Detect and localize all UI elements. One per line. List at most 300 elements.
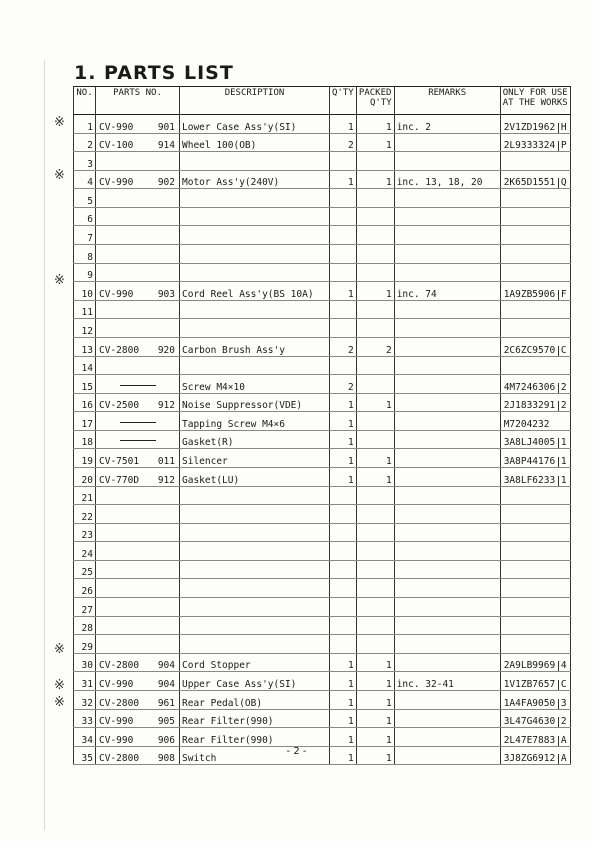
table-row [74, 245, 571, 264]
row-number: 26 [74, 579, 96, 598]
row-remarks [394, 560, 500, 579]
row-works-code [500, 690, 570, 709]
row-packed-qty [356, 579, 394, 598]
row-parts-no [96, 226, 180, 245]
row-remarks [394, 356, 500, 375]
row-works-code [500, 356, 570, 375]
row-qty: 1 [330, 653, 357, 672]
row-parts-no [96, 263, 180, 282]
parts-no-group [98, 141, 177, 151]
row-qty: 1 [330, 467, 357, 486]
row-qty [330, 542, 357, 561]
row-parts-no [96, 152, 180, 171]
table-row [74, 690, 571, 709]
row-description: Wheel 100(OB) [180, 133, 330, 152]
row-parts-no [96, 709, 180, 728]
row-remarks [394, 728, 500, 747]
works-code-group [503, 357, 568, 375]
row-parts-no [96, 282, 180, 301]
row-packed-qty [356, 542, 394, 561]
parts-no-group [98, 401, 177, 411]
row-qty: 2 [330, 375, 357, 394]
row-number: 31 [74, 672, 96, 691]
row-qty: 1 [330, 449, 357, 468]
header-packed-qty [356, 87, 394, 115]
row-works-code [500, 449, 570, 468]
row-number: 33 [74, 709, 96, 728]
row-description [180, 542, 330, 561]
parts-code: 904 [157, 660, 175, 672]
works-code-group [503, 152, 568, 170]
works-code: 2C6ZC9570 [503, 344, 556, 356]
parts-no-group [98, 457, 177, 467]
row-remarks [394, 337, 500, 356]
change-mark-icon: ※ [54, 677, 65, 693]
row-qty: 1 [330, 746, 357, 765]
works-code-suffix: H [558, 123, 568, 133]
row-parts-no [96, 300, 180, 319]
parts-code: 914 [157, 140, 175, 152]
row-number: 18 [74, 430, 96, 449]
row-works-code [500, 337, 570, 356]
works-code-group [503, 115, 568, 133]
row-works-code [500, 152, 570, 171]
row-parts-no [96, 207, 180, 226]
parts-model: CV-2800 [99, 697, 140, 709]
row-description [180, 319, 330, 338]
row-works-code [500, 430, 570, 449]
page-number: - 2 - [286, 746, 307, 757]
row-number: 3 [74, 152, 96, 171]
row-qty: 1 [330, 170, 357, 189]
works-code: 1A4FA9050 [503, 697, 556, 709]
row-packed-qty [356, 560, 394, 579]
row-works-code [500, 170, 570, 189]
row-works-code [500, 115, 570, 134]
parts-no-group [98, 178, 177, 188]
row-packed-qty: 1 [356, 115, 394, 134]
row-remarks [394, 207, 500, 226]
table-row [74, 170, 571, 189]
row-packed-qty [356, 635, 394, 654]
table-row [74, 412, 571, 431]
header-only-line2: AT THE WORKS [502, 98, 568, 108]
works-code: 3A8LJ4005 [503, 437, 556, 449]
row-packed-qty: 1 [356, 467, 394, 486]
row-qty [330, 300, 357, 319]
row-parts-no [96, 672, 180, 691]
row-packed-qty: 1 [356, 393, 394, 412]
row-number: 27 [74, 598, 96, 617]
row-parts-no [96, 412, 180, 431]
row-works-code [500, 598, 570, 617]
works-code-group [503, 394, 568, 412]
parts-code: 011 [157, 455, 175, 467]
change-mark-icon: ※ [54, 642, 65, 658]
row-packed-qty [356, 245, 394, 264]
row-packed-qty [356, 486, 394, 505]
row-description [180, 505, 330, 524]
table-header-row [74, 87, 571, 115]
row-packed-qty: 1 [356, 690, 394, 709]
row-number: 25 [74, 560, 96, 579]
row-works-code [500, 579, 570, 598]
row-description [180, 152, 330, 171]
works-code-group [503, 412, 568, 430]
row-packed-qty [356, 189, 394, 208]
table-row [74, 133, 571, 152]
works-code-group [503, 617, 568, 635]
row-description: Motor Ass'y(240V) [180, 170, 330, 189]
parts-code: 905 [157, 716, 175, 728]
row-works-code [500, 635, 570, 654]
works-code-suffix: 4 [558, 661, 568, 671]
row-qty [330, 207, 357, 226]
works-code-suffix: 2 [558, 383, 568, 393]
row-remarks [394, 245, 500, 264]
row-description [180, 189, 330, 208]
row-parts-no [96, 616, 180, 635]
row-remarks [394, 393, 500, 412]
table-row [74, 598, 571, 617]
row-remarks [394, 505, 500, 524]
row-parts-no [96, 467, 180, 486]
row-qty [330, 579, 357, 598]
table-row [74, 560, 571, 579]
parts-no-group [98, 290, 177, 300]
parts-code: 912 [157, 400, 175, 412]
table-row [74, 523, 571, 542]
row-packed-qty: 1 [356, 133, 394, 152]
row-number: 29 [74, 635, 96, 654]
header-remarks: REMARKS [394, 87, 500, 115]
row-description: Gasket(LU) [180, 467, 330, 486]
works-code-group [503, 691, 568, 709]
parts-no-dash [120, 440, 156, 441]
row-number: 30 [74, 653, 96, 672]
header-only-for-use [500, 87, 570, 115]
works-code-suffix: 1 [558, 457, 568, 467]
table-row [74, 709, 571, 728]
row-description [180, 560, 330, 579]
row-remarks [394, 635, 500, 654]
parts-model: CV-990 [99, 678, 134, 690]
row-number: 16 [74, 393, 96, 412]
row-parts-no [96, 245, 180, 264]
works-code: 3A8LF6233 [503, 474, 556, 486]
works-code: M7204232 [503, 418, 550, 430]
row-description: Switch [180, 746, 330, 765]
row-qty: 2 [330, 337, 357, 356]
parts-no-group [98, 717, 177, 727]
row-packed-qty: 1 [356, 653, 394, 672]
parts-no-dash [120, 385, 156, 386]
row-parts-no [96, 598, 180, 617]
row-works-code [500, 319, 570, 338]
row-remarks: inc. 32-41 [394, 672, 500, 691]
row-number: 10 [74, 282, 96, 301]
row-parts-no [96, 375, 180, 394]
works-code-group [503, 635, 568, 653]
row-qty: 1 [330, 709, 357, 728]
change-mark-icon: ※ [54, 695, 65, 711]
row-qty: 1 [330, 412, 357, 431]
parts-model: CV-2800 [99, 753, 140, 765]
row-remarks [394, 226, 500, 245]
works-code-suffix: F [558, 290, 568, 300]
row-remarks [394, 319, 500, 338]
row-parts-no [96, 115, 180, 134]
row-packed-qty [356, 207, 394, 226]
row-number: 1 [74, 115, 96, 134]
works-code-group [503, 375, 568, 393]
parts-model: CV-770D [99, 474, 140, 486]
parts-code: 906 [157, 734, 175, 746]
row-parts-no [96, 170, 180, 189]
table-row [74, 356, 571, 375]
row-description: Rear Pedal(OB) [180, 690, 330, 709]
row-number: 21 [74, 486, 96, 505]
row-description [180, 635, 330, 654]
row-qty [330, 189, 357, 208]
row-packed-qty [356, 598, 394, 617]
parts-code: 901 [157, 121, 175, 133]
row-remarks [394, 598, 500, 617]
row-packed-qty [356, 505, 394, 524]
parts-no-group [98, 680, 177, 690]
parts-code: 961 [157, 697, 175, 709]
row-qty [330, 152, 357, 171]
row-qty [330, 486, 357, 505]
page-margin-line [44, 60, 45, 830]
row-works-code [500, 226, 570, 245]
works-code: 1A9ZB5906 [503, 288, 556, 300]
row-qty [330, 263, 357, 282]
header-no: NO. [74, 87, 96, 115]
row-remarks: inc. 74 [394, 282, 500, 301]
row-description: Tapping Screw M4×6 [180, 412, 330, 431]
table-row [74, 263, 571, 282]
row-number: 20 [74, 467, 96, 486]
row-number: 34 [74, 728, 96, 747]
row-parts-no [96, 486, 180, 505]
works-code-group [503, 710, 568, 728]
works-code-group [503, 431, 568, 449]
row-number: 19 [74, 449, 96, 468]
row-parts-no [96, 505, 180, 524]
row-remarks [394, 542, 500, 561]
row-number: 6 [74, 207, 96, 226]
works-code-group [503, 189, 568, 207]
row-works-code [500, 412, 570, 431]
row-remarks [394, 653, 500, 672]
row-works-code [500, 709, 570, 728]
parts-code: 904 [157, 678, 175, 690]
page-title: 1. PARTS LIST [74, 62, 234, 84]
change-mark-icon: ※ [54, 167, 65, 183]
row-qty [330, 505, 357, 524]
parts-code: 920 [157, 344, 175, 356]
row-description [180, 486, 330, 505]
row-number: 12 [74, 319, 96, 338]
works-code-suffix: C [558, 680, 568, 690]
row-number: 22 [74, 505, 96, 524]
table-row [74, 430, 571, 449]
row-description: Lower Case Ass'y(SI) [180, 115, 330, 134]
row-works-code [500, 189, 570, 208]
parts-no-group [98, 699, 177, 709]
table-row [74, 467, 571, 486]
row-number: 24 [74, 542, 96, 561]
row-packed-qty [356, 226, 394, 245]
works-code-group [503, 561, 568, 579]
row-number: 23 [74, 523, 96, 542]
parts-table [73, 86, 571, 765]
row-description [180, 207, 330, 226]
row-qty: 1 [330, 115, 357, 134]
row-packed-qty: 1 [356, 709, 394, 728]
works-code-group [503, 449, 568, 467]
row-qty [330, 356, 357, 375]
row-parts-no [96, 690, 180, 709]
works-code: 2L47E7883 [503, 734, 556, 746]
row-number: 28 [74, 616, 96, 635]
table-row [74, 449, 571, 468]
row-packed-qty [356, 263, 394, 282]
table-row [74, 579, 571, 598]
row-works-code [500, 393, 570, 412]
parts-code: 903 [157, 288, 175, 300]
works-code: 2A9LB9969 [503, 660, 556, 672]
row-description: Rear Filter(990) [180, 728, 330, 747]
row-number: 9 [74, 263, 96, 282]
row-number: 14 [74, 356, 96, 375]
row-works-code [500, 467, 570, 486]
row-works-code [500, 207, 570, 226]
works-code: 2L9333324 [503, 140, 556, 152]
header-description: DESCRIPTION [180, 87, 330, 115]
table-row [74, 282, 571, 301]
row-parts-no [96, 356, 180, 375]
row-remarks: inc. 13, 18, 20 [394, 170, 500, 189]
row-parts-no [96, 319, 180, 338]
table-row [74, 300, 571, 319]
parts-no-group [98, 123, 177, 133]
table-row [74, 393, 571, 412]
row-qty: 1 [330, 728, 357, 747]
row-number: 5 [74, 189, 96, 208]
row-parts-no [96, 635, 180, 654]
row-parts-no [96, 560, 180, 579]
works-code-group [503, 579, 568, 597]
row-packed-qty [356, 616, 394, 635]
row-description [180, 263, 330, 282]
works-code-suffix: C [558, 346, 568, 356]
header-parts-no: PARTS NO. [96, 87, 180, 115]
parts-no-group [98, 476, 177, 486]
parts-model: CV-990 [99, 121, 134, 133]
works-code-suffix: P [558, 141, 568, 151]
row-qty [330, 226, 357, 245]
row-works-code [500, 375, 570, 394]
row-works-code [500, 542, 570, 561]
works-code-group [503, 171, 568, 189]
row-remarks [394, 152, 500, 171]
row-works-code [500, 560, 570, 579]
row-qty: 1 [330, 393, 357, 412]
header-qty: Q'TY [330, 87, 357, 115]
works-code: 3J8ZG6912 [503, 753, 556, 765]
works-code-group [503, 542, 568, 560]
row-number: 13 [74, 337, 96, 356]
works-code-group [503, 226, 568, 244]
row-remarks [394, 523, 500, 542]
row-packed-qty: 1 [356, 728, 394, 747]
row-remarks [394, 579, 500, 598]
row-qty [330, 560, 357, 579]
parts-model: CV-2500 [99, 400, 140, 412]
row-parts-no [96, 542, 180, 561]
row-works-code [500, 282, 570, 301]
parts-model: CV-990 [99, 716, 134, 728]
row-packed-qty: 1 [356, 170, 394, 189]
works-code-group [503, 319, 568, 337]
parts-model: CV-990 [99, 288, 134, 300]
row-remarks [394, 449, 500, 468]
row-packed-qty [356, 152, 394, 171]
row-works-code [500, 300, 570, 319]
works-code-group [503, 672, 568, 690]
row-remarks: inc. 2 [394, 115, 500, 134]
table-row [74, 375, 571, 394]
works-code: 2J1833291 [503, 400, 556, 412]
row-remarks [394, 263, 500, 282]
table-row [74, 226, 571, 245]
works-code-suffix: A [558, 754, 568, 764]
row-description [180, 356, 330, 375]
row-remarks [394, 486, 500, 505]
row-packed-qty: 1 [356, 746, 394, 765]
works-code: 2V1ZD1962 [503, 121, 556, 133]
row-packed-qty: 1 [356, 672, 394, 691]
parts-table-body [74, 115, 571, 765]
row-packed-qty: 1 [356, 282, 394, 301]
row-number: 15 [74, 375, 96, 394]
row-qty [330, 319, 357, 338]
row-number: 4 [74, 170, 96, 189]
row-remarks [394, 430, 500, 449]
works-code: 2K65D1551 [503, 177, 556, 189]
works-code: 4M7246306 [503, 381, 556, 393]
table-row [74, 189, 571, 208]
row-works-code [500, 263, 570, 282]
parts-no-dash [120, 422, 156, 423]
change-mark-icon: ※ [54, 273, 65, 289]
table-row [74, 635, 571, 654]
row-remarks [394, 412, 500, 431]
row-description [180, 616, 330, 635]
row-packed-qty [356, 430, 394, 449]
row-description [180, 245, 330, 264]
row-packed-qty [356, 523, 394, 542]
row-qty [330, 635, 357, 654]
row-works-code [500, 653, 570, 672]
parts-no-group [98, 346, 177, 356]
table-row [74, 616, 571, 635]
header-only-line1: ONLY FOR USE [502, 88, 568, 98]
parts-no-group [98, 736, 177, 746]
row-qty: 2 [330, 133, 357, 152]
